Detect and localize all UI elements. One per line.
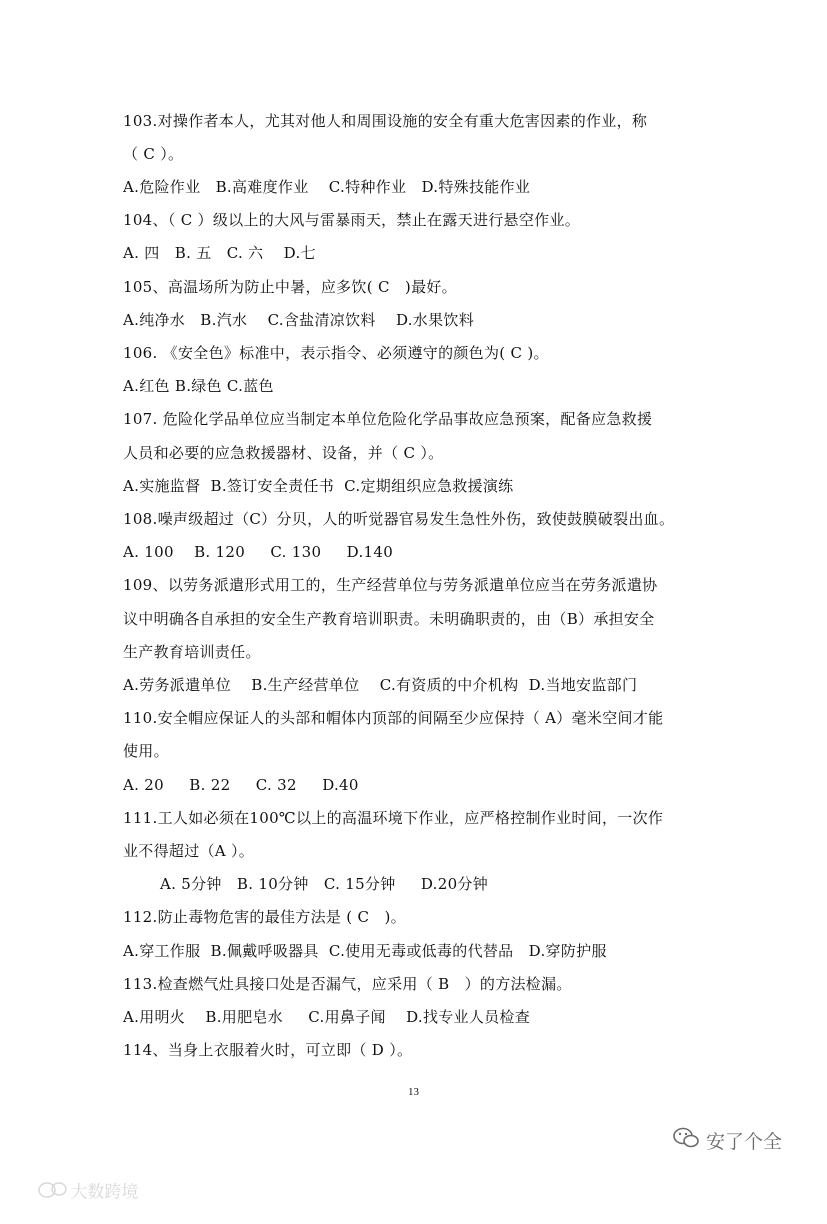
- question-106: 106. 《安全色》标准中，表示指令、必须遵守的颜色为( C )。: [123, 344, 549, 362]
- question-109-line-2: 议中明确各自承担的安全生产教育培训职责。未明确职责的，由（B）承担安全: [123, 610, 655, 628]
- question-105-options: A.纯净水 B.汽水 C.含盐清凉饮料 D.水果饮料: [123, 311, 475, 329]
- question-111-line-2: 业不得超过（A ）。: [123, 842, 255, 860]
- page-number: 13: [408, 1086, 419, 1098]
- watermark-right-text: 安了个全: [706, 1131, 783, 1153]
- chat-bubble-icon: [17, 1161, 69, 1224]
- wechat-icon: [672, 1126, 706, 1155]
- question-104-options: A. 四 B. 五 C. 六 D.七: [123, 244, 316, 262]
- question-109-line-3: 生产教育培训责任。: [123, 643, 261, 661]
- question-103-options: A.危险作业 B.高难度作业 C.特种作业 D.特殊技能作业: [123, 178, 531, 196]
- question-112: 112.防止毒物危害的最佳方法是 ( C )。: [123, 908, 406, 926]
- question-110-options: A. 20 B. 22 C. 32 D.40: [123, 776, 359, 794]
- question-107-line-1: 107. 危险化学品单位应当制定本单位危险化学品事故应急预案，配备应急救援: [123, 410, 653, 428]
- question-110-line-1: 110.安全帽应保证人的头部和帽体内顶部的间隔至少应保持（ A）毫米空间才能: [123, 709, 664, 727]
- question-107-line-2: 人员和必要的应急救援器材、设备，并（ C ）。: [123, 444, 444, 462]
- question-105: 105、高温场所为防止中暑，应多饮( C )最好。: [123, 278, 457, 296]
- watermark-right: [672, 1126, 782, 1155]
- question-111-line-1: 111.工人如必须在100℃以上的高温环境下作业，应严格控制作业时间，一次作: [123, 809, 664, 827]
- question-104: 104、（ C ）级以上的大风与雷暴雨天，禁止在露天进行悬空作业。: [123, 211, 581, 229]
- question-114: 114、当身上衣服着火时，可立即（ D ）。: [123, 1041, 413, 1059]
- question-103-line-2: （ C ）。: [123, 145, 184, 163]
- watermark-left-text: 大数跨境: [70, 1182, 139, 1203]
- question-106-options: A.红色 B.绿色 C.蓝色: [123, 377, 274, 395]
- question-110-line-2: 使用。: [123, 742, 169, 760]
- question-109-line-1: 109、以劳务派遣形式用工的，生产经营单位与劳务派遣单位应当在劳务派遣协: [123, 576, 658, 594]
- watermark-left: [6, 1141, 138, 1224]
- question-107-options: A.实施监督 B.签订安全责任书 C.定期组织应急救援演练: [123, 477, 514, 495]
- question-103-line-1: 103.对操作者本人，尤其对他人和周围设施的安全有重大危害因素的作业，称: [123, 112, 648, 130]
- question-111-options: A. 5分钟 B. 10分钟 C. 15分钟 D.20分钟: [160, 875, 489, 893]
- question-113-options: A.用明火 B.用肥皂水 C.用鼻子闻 D.找专业人员检查: [123, 1008, 531, 1026]
- question-109-options: A.劳务派遣单位 B.生产经营单位 C.有资质的中介机构 D.当地安监部门: [123, 676, 638, 694]
- question-108-options: A. 100 B. 120 C. 130 D.140: [123, 543, 394, 561]
- question-113: 113.检查燃气灶具接口处是否漏气，应采用（ B ）的方法检漏。: [123, 975, 572, 993]
- question-108: 108.噪声级超过（C）分贝，人的听觉器官易发生急性外伤，致使鼓膜破裂出血。: [123, 510, 675, 528]
- question-112-options: A.穿工作服 B.佩戴呼吸器具 C.使用无毒或低毒的代替品 D.穿防护服: [123, 942, 607, 960]
